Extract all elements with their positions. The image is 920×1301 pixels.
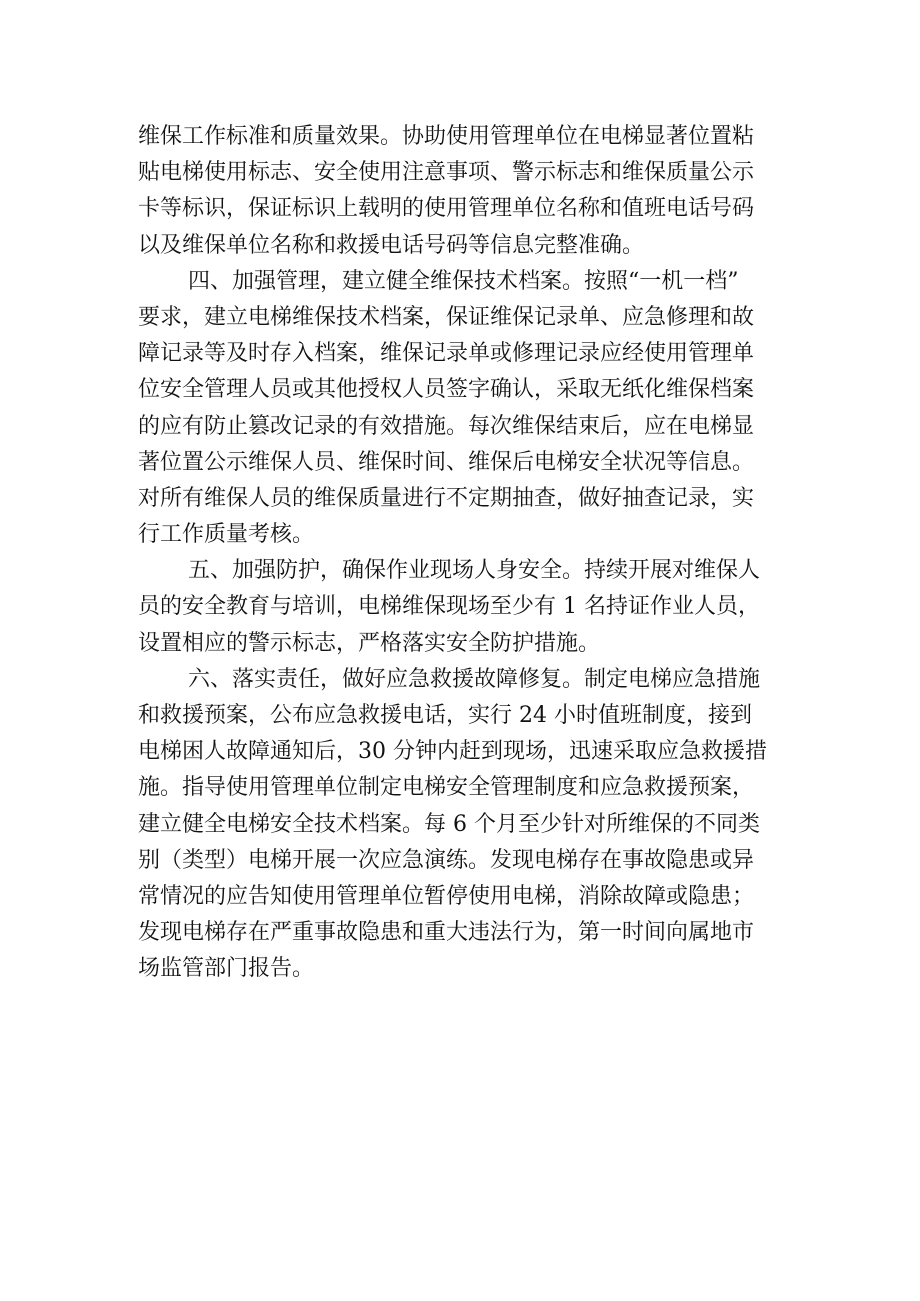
text-line: 障记录等及时存入档案，维保记录单或修理记录应经使用管理单 <box>138 341 755 367</box>
section-six-heading-line: 六、落实责任，做好应急救援故障修复。制定电梯应急措施 <box>188 666 761 692</box>
text-line: 电梯困人故障通知后，30 分钟内赶到现场，迅速采取应急救援措 <box>138 739 767 765</box>
document-body <box>138 119 786 988</box>
text-line: 维保工作标准和质量效果。协助使用管理单位在电梯显著位置粘 <box>138 124 755 149</box>
text-line: 发现电梯存在严重事故隐患和重大违法行为，第一时间向属地市 <box>138 920 755 946</box>
text-line: 以及维保单位名称和救援电话号码等信息完整准确。 <box>138 232 645 258</box>
text-line: 的应有防止篡改记录的有效措施。每次维保结束后，应在电梯显 <box>138 413 755 439</box>
text-line: 和救援预案，公布应急救援电话，实行 24 小时值班制度，接到 <box>138 703 752 728</box>
text-line: 建立健全电梯安全技术档案。每 6 个月至少针对所维保的不同类 <box>138 811 760 837</box>
text-line: 施。指导使用管理单位制定电梯安全管理制度和应急救援预案， <box>138 775 755 801</box>
text-line: 别（类型）电梯开展一次应急演练。发现电梯存在事故隐患或异 <box>138 847 755 873</box>
text-line: 员的安全教育与培训，电梯维保现场至少有 1 名持证作业人员， <box>138 594 760 620</box>
text-line: 卡等标识，保证标识上载明的使用管理单位名称和值班电话号码 <box>138 196 755 222</box>
text-line: 行工作质量考核。 <box>138 522 315 548</box>
section-five-heading-line: 五、加强防护，确保作业现场人身安全。持续开展对维保人 <box>188 558 761 584</box>
text-line: 著位置公示维保人员、维保时间、维保后电梯安全状况等信息。 <box>138 449 755 475</box>
text-line: 要求，建立电梯维保技术档案，保证维保记录单、应急修理和故 <box>138 304 755 330</box>
text-line: 设置相应的警示标志，严格落实安全防护措施。 <box>138 630 601 656</box>
text-line: 场监管部门报告。 <box>138 956 315 982</box>
section-four-heading-line: 四、加强管理，建立健全维保技术档案。按照“一机一档” <box>188 268 739 294</box>
text-line: 位安全管理人员或其他授权人员签字确认，采取无纸化维保档案 <box>138 377 755 403</box>
text-line: 对所有维保人员的维保质量进行不定期抽查，做好抽查记录，实 <box>138 485 755 511</box>
text-line: 贴电梯使用标志、安全使用注意事项、警示标志和维保质量公示 <box>138 160 755 186</box>
text-line: 常情况的应告知使用管理单位暂停使用电梯，消除故障或隐患； <box>138 883 755 909</box>
